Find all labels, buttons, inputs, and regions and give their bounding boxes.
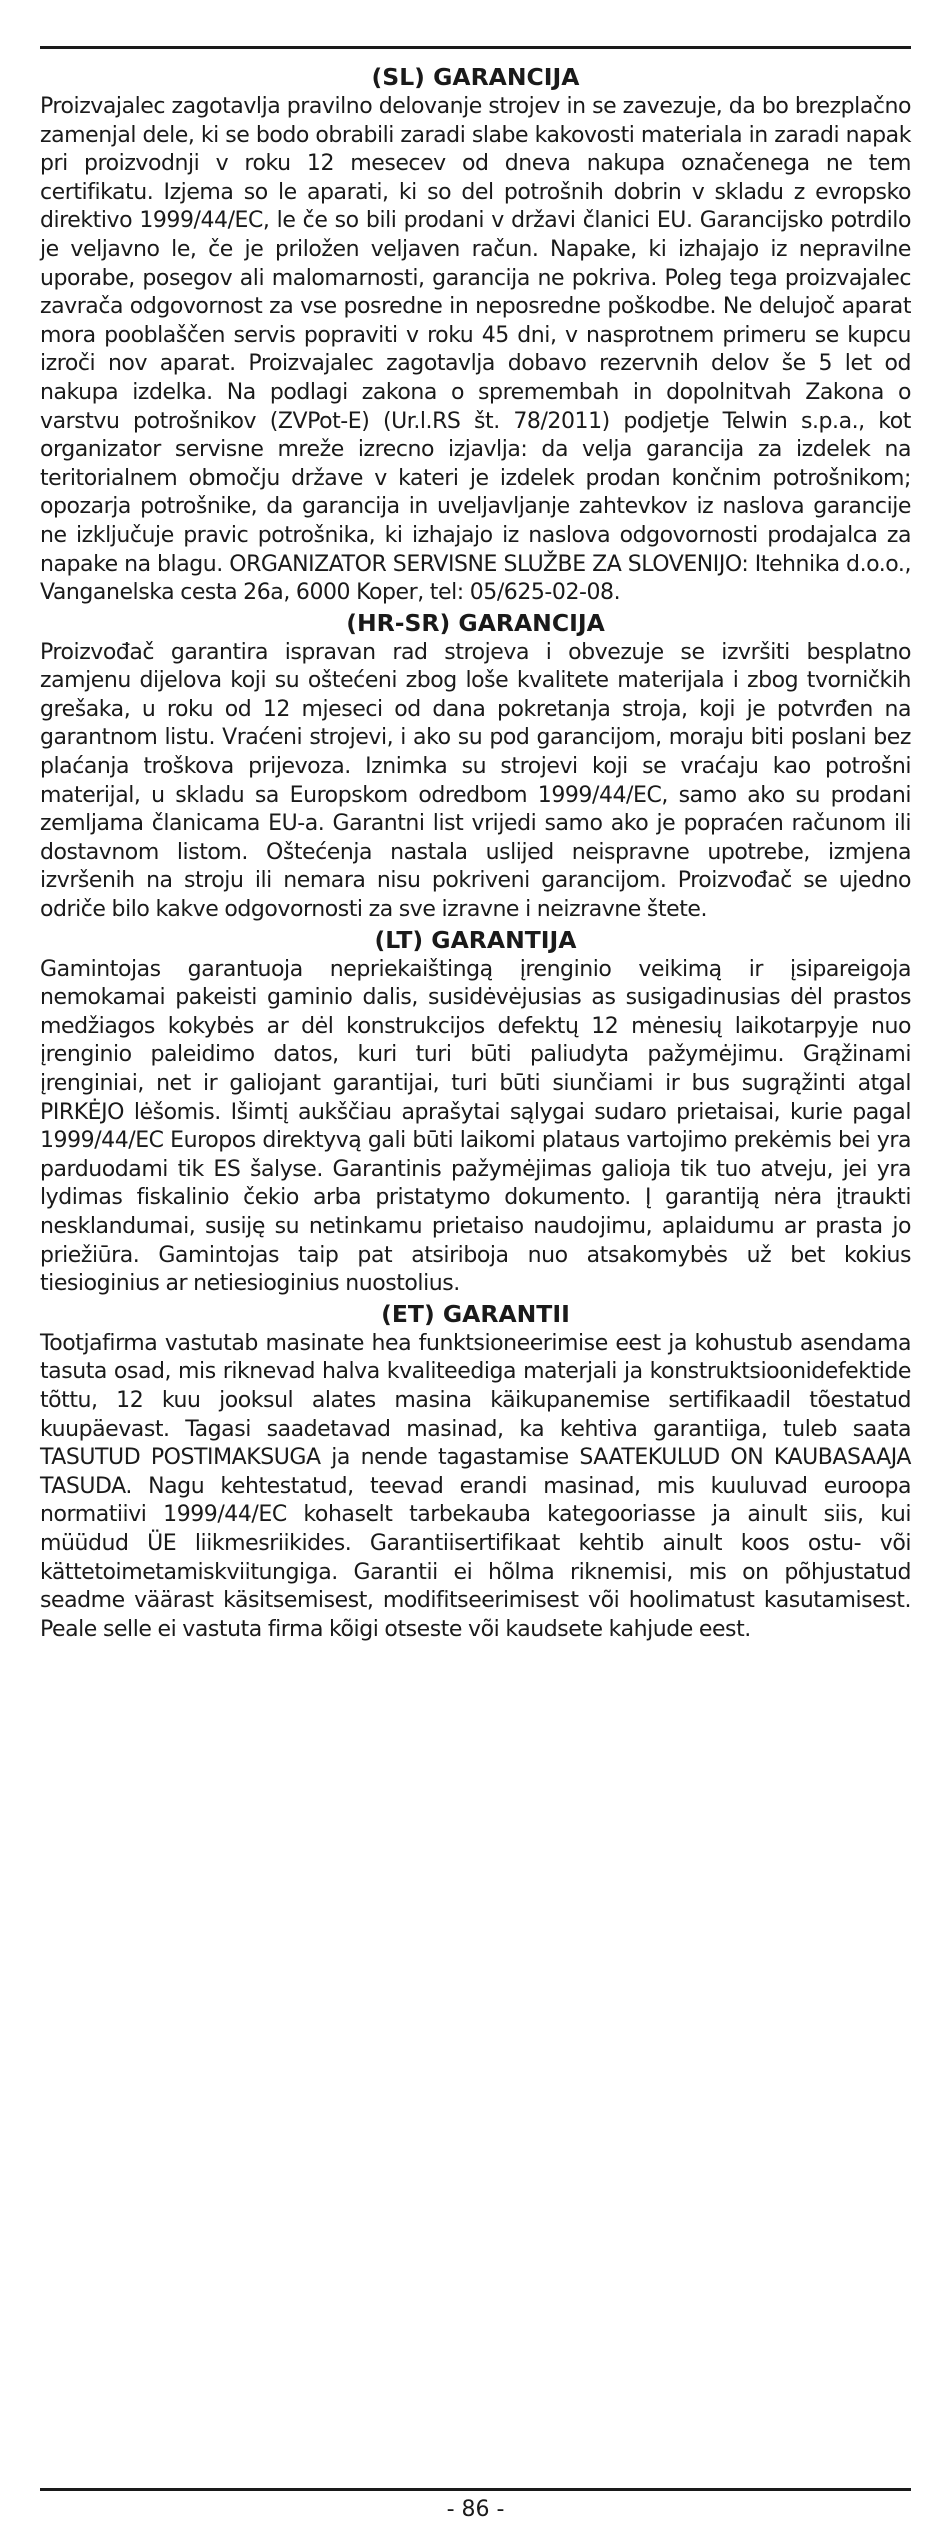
page-number: - 86 - <box>446 2497 505 2522</box>
section-hr-sr-warranty <box>40 608 911 925</box>
warranty-content <box>40 62 911 1644</box>
section-title-hr-sr: (HR-SR) GARANCIJA <box>346 608 605 637</box>
document-page <box>40 0 911 2543</box>
section-title-lt: (LT) GARANTIJA <box>374 925 577 954</box>
bottom-divider <box>40 2488 911 2491</box>
section-title-sl: (SL) GARANCIJA <box>371 63 580 91</box>
section-body-sl: Proizvajalec zagotavlja pravilno delovanje strojev in se zavezuje, da bo brezplačno zamenjal dele, ki se bodo obrabili zaradi slabe kakovosti materiala in zaradi napak pri proizvodnji v roku 12 mesecev od dneva nakupa označenega ne tem certifikatu. Izjema so le aparati, ki so del potrošnih dobrin v skladu z evropsko direktivo 1999/44/EC, le če so bili prodani v državi članici EU. Garancijsko potrdilo je veljavno le, če je priložen veljaven račun. Napake, ki izhajajo iz nepravilne uporabe, posegov ali malomarnosti, garancija ne pokriva. Poleg tega proizvajalec zavrača odgovornost za vse posredne in neposredne poškodbe. Ne delujoč aparat mora pooblaščen servis popraviti v roku 45 dni, v nasprotnem primeru se kupcu izroči nov aparat. Proizvajalec zagotavlja dobavo rezervnih delov še 5 let od nakupa izdelka. Na podlagi zakona o spremembah in dopolnitvah Zakona o varstvu potrošnikov (ZVPot-E) (Ur.l.RS št. 78/2011) podjetje Telwin s.p.a., kot organizator servisne mreže izrecno izjavlja: da velja garancija za izdelek na teritorialnem območju države v kateri je izdelek prodan končnim potrošnikom; opozarja potrošnike, da garancija in uveljavljanje zahtevkov iz naslova garancije ne izključuje pravic potrošnika, ki izhajajo iz naslova odgovornosti prodajalca za napake na blagu. ORGANIZATOR SERVISNE SLUŽBE ZA SLOVENIJO: Itehnika d.o.o., Vanganelska cesta 26a, 6000 Koper, tel: 05/625-02-08. <box>40 94 911 606</box>
section-et-warranty <box>40 1299 911 1645</box>
top-divider <box>40 46 911 49</box>
section-body-hr-sr: Proizvođač garantira ispravan rad strojeva i obvezuje se izvršiti besplatno zamjenu dijelova koji su oštećeni zbog loše kvalitete materijala i zbog tvorničkih grešaka, u roku od 12 mjeseci od dana pokretanja stroja, koji je potvrđen na garantnom listu. Vraćeni strojevi, i ako su pod garancijom, moraju biti poslani bez plaćanja troškova prijevoza. Iznimka su strojevi koji se vraćaju kao potrošni materijal, u skladu sa Europskom odredbom 1999/44/EC, samo ako su prodani zemljama članicama EU-a. Garantni list vrijedi samo ako je popraćen računom ili dostavnom listom. Oštećenja nastala uslijed neispravne upotrebe, izmjena izvršenih na stroju ili nemara nisu pokriveni garancijom. Proizvođač se ujedno odriče bilo kakve odgovornosti za sve izravne i neizravne štete. <box>40 639 911 923</box>
section-title-et: (ET) GARANTII <box>381 1299 570 1328</box>
section-body-et: Tootjafirma vastutab masinate hea funktsioneerimise eest ja kohustub asendama tasuta osad, mis riknevad halva kvaliteediga materjali ja konstruktsioonidefektide tõttu, 12 kuu jooksul alates masina käikupanemise sertifikaadil tõestatud kuupäevast. Tagasi saadetavad masinad, ka kehtiva garantiiga, tuleb saata TASUTUD POSTIMAKSUGA ja nende tagastamise SAATEKULUD ON KAUBASAAJA TASUDA. Nagu kehtestatud, teevad erandi masinad, mis kuuluvad euroopa normatiivi 1999/44/EC kohaselt tarbekauba kategooriasse ja ainult siis, kui müüdud ÜE liikmesriikides. Garantiisertifikaat kehtib ainult koos ostu- või kättetoimetamiskviitungiga. Garantii ei hõlma riknemisi, mis on põhjustatud seadme väärast käsitsemisest, modifitseerimisest või hoolimatust kasutamisest. Peale selle ei vastuta firma kõigi otseste või kaudsete kahjude eest. <box>40 1330 911 1642</box>
section-sl-warranty <box>40 62 911 608</box>
section-lt-warranty <box>40 925 911 1299</box>
section-body-lt: Gamintojas garantuoja nepriekaištingą įrenginio veikimą ir įsipareigoja nemokamai pakeisti gaminio dalis, susidėvėjusias as susigadinusias dėl prastos medžiagos kokybės ar dėl konstrukcijos defektų 12 mėnesių laikotarpyje nuo įrenginio paleidimo datos, kuri turi būti paliudyta pažymėjimu. Grąžinami įrenginiai, net ir galiojant garantijai, turi būti siunčiami ir bus sugrąžinti atgal PIRKĖJO lėšomis. Išimtį aukščiau aprašytai sąlygai sudaro prietaisai, kurie pagal 1999/44/EC Europos direktyvą gali būti laikomi plataus vartojimo prekėmis bei yra parduodami tik ES šalyse. Garantinis pažymėjimas galioja tik tuo atveju, jei yra lydimas fiskalinio čekio arba pristatymo dokumento. Į garantiją nėra įtraukti nesklandumai, susiję su netinkamu prietaiso naudojimu, aplaidumu ar prasta jo priežiūra. Gamintojas taip pat atsiriboja nuo atsakomybės už bet kokius tiesioginius ar netiesioginius nuostolius. <box>40 956 911 1297</box>
